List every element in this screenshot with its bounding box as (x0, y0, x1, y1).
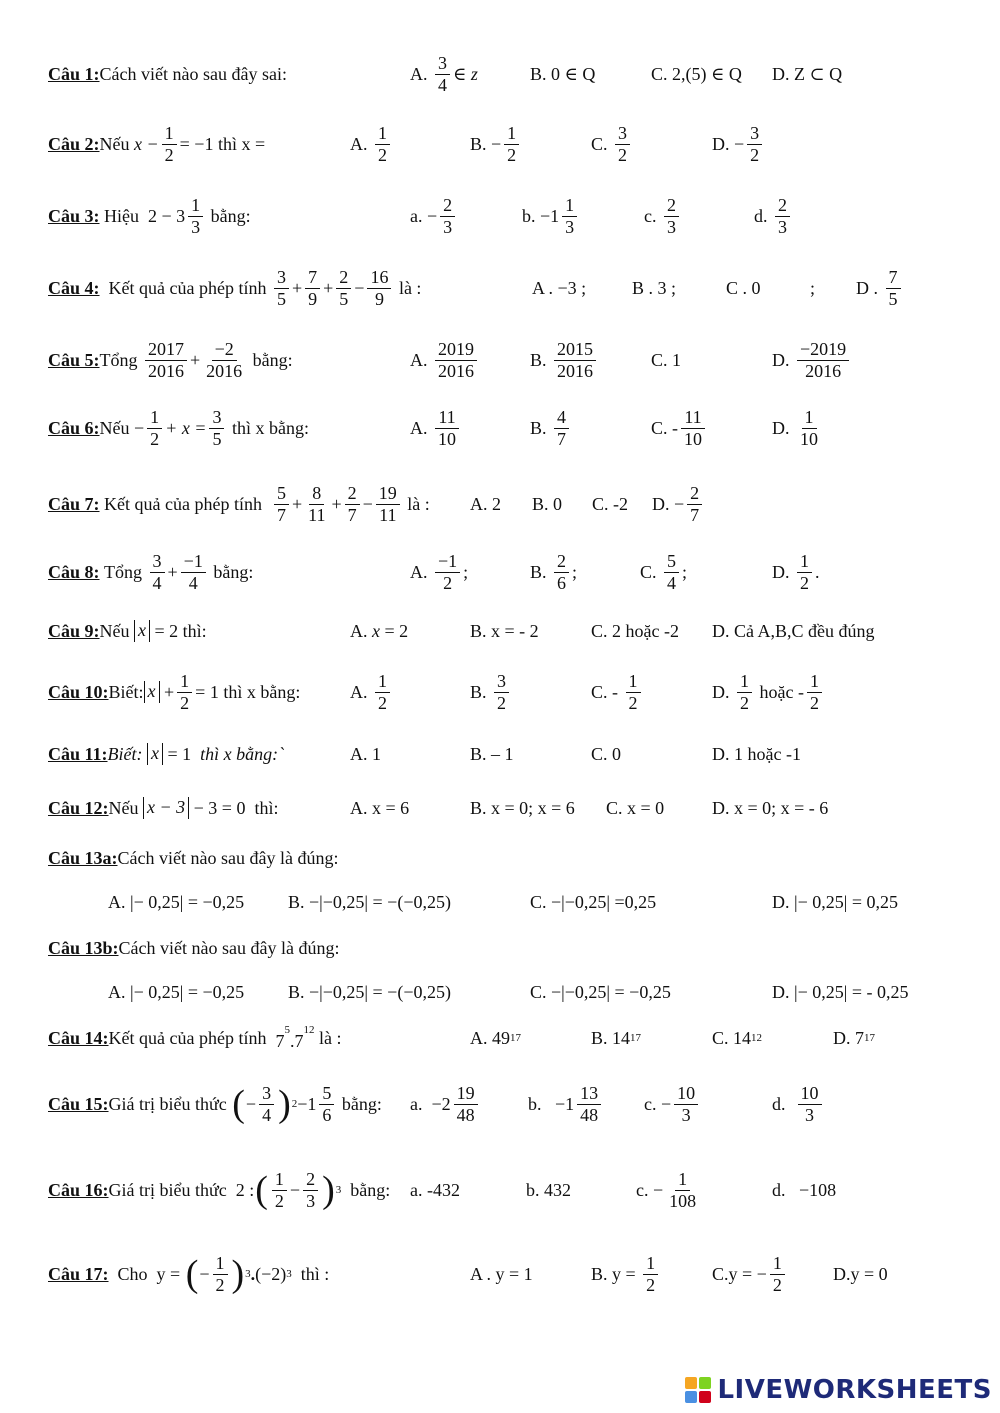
question-8: Câu 8: Tổng $\frac{3}{4}$ + $\frac{-1}{4}$ bằng: A. $\frac{-1}{2}$ ; B. $\frac{2}{6}$ ; C. $\frac{5}{4}$ ; D. $\frac{1}{2}$ . (48, 542, 980, 602)
answer-a[interactable]: A. |− 0,25| = −0,25 (108, 891, 245, 912)
answer-b[interactable]: B. $\frac{4}{7}$ (530, 398, 572, 458)
answer-c[interactable]: C.y = − $\frac{1}{2}$ (712, 1244, 788, 1304)
answer-d[interactable]: d. $\frac{2}{3}$ (754, 186, 793, 246)
answer-c[interactable]: C. −|−0,25| = −0,25 (530, 981, 671, 1002)
question-1 (48, 44, 980, 104)
answer-c[interactable]: C. 2,(5) ∈ Q (651, 63, 742, 84)
question-11: Câu 11: Biết: x = 1 thì x bằng:` A. 1 B. – 1 C. 0 D. 1 hoặc -1 (48, 724, 980, 784)
answer-d[interactable]: D. Cả A,B,C đều đúng (712, 620, 875, 641)
answer-d[interactable]: D. Z ⊂ Q (772, 63, 843, 84)
answer-b[interactable]: B. $\frac{2015}{2016}$ (530, 330, 599, 390)
liveworksheets-logo (685, 1375, 992, 1405)
logo-icon (685, 1377, 711, 1403)
answer-b[interactable]: B. – 1 (470, 743, 514, 764)
question-6: Câu 6: Nếu − $\frac{1}{2}$ + x = $\frac{3}{5}$ thì x bằng: A. $\frac{11}{10}$ B. $\frac{4}{7}$ C. - $\frac{11}{10}$ D. $\frac{1}{10}$ (48, 398, 980, 458)
answer-c[interactable]: c. $\frac{2}{3}$ (644, 186, 682, 246)
answer-b[interactable]: B. 0 ∈ Q (530, 63, 596, 84)
answer-b[interactable]: B . 3 ; (632, 277, 677, 298)
answer-a[interactable]: a. -432 (410, 1179, 460, 1200)
answer-b[interactable]: B. − $\frac{1}{2}$ (470, 114, 522, 174)
answer-d[interactable]: D. |− 0,25| = 0,25 (772, 891, 899, 912)
answer-b[interactable]: B. 0 (532, 493, 563, 514)
answer-d[interactable]: d. $\frac{10}{3}$ (772, 1074, 825, 1134)
answer-b[interactable]: b. −1 $\frac{13}{48}$ (528, 1074, 604, 1134)
answer-c[interactable]: C . 0 (726, 277, 761, 298)
answer-d[interactable]: D . $\frac{7}{5}$ (856, 258, 904, 318)
answer-a[interactable]: A . −3 ; (532, 277, 587, 298)
answer-c[interactable]: C. 2 hoặc -2 (591, 620, 679, 641)
question-14: Câu 14: Kết quả của phép tính $7^5.7^{12}$ là : A. 49 17 B. 14 17 C. 14 12 D. 7 17 (48, 1008, 980, 1068)
answer-b[interactable]: b. 432 (526, 1179, 571, 1200)
answer-a[interactable]: A. $\frac{11}{10}$ (410, 398, 462, 458)
question-label: Câu 2: (48, 133, 100, 154)
answer-a[interactable]: a. −2 $\frac{19}{48}$ (410, 1074, 481, 1134)
answer-d[interactable]: D. $\frac{1}{2}$ . (772, 550, 820, 593)
question-15: Câu 15: Giá trị biểu thức ( − $\frac{3}{4}$ ) 2 −1 $\frac{5}{6}$ bằng: a. −2 $\frac{19}{48}$ b. −1 $\frac{13}{48}$ c. − $\frac{10}{3}$ d. $\frac{10}{3}$ (48, 1074, 980, 1134)
question-13a: Câu 13a: Cách viết nào sau đây là đúng: (48, 847, 339, 868)
answer-d[interactable]: D. $\frac{-2019}{2016}$ (772, 330, 852, 390)
answer-c[interactable]: C. -2 (592, 493, 628, 514)
answer-a[interactable]: A. $\frac{2019}{2016}$ (410, 330, 480, 390)
answer-a[interactable]: A. x = 6 (350, 797, 410, 818)
answer-b[interactable]: B. x = 0; x = 6 (470, 797, 575, 818)
question-7: Câu 7: Kết quả của phép tính $\frac{5}{7}$ + $\frac{8}{11}$ + $\frac{2}{7}$ − $\frac{19}{11}$ là : A. 2 B. 0 C. -2 D. − $\frac{2}{7}$ (48, 474, 980, 534)
question-prompt: Cách viết nào sau đây sai: (99, 63, 287, 84)
answer-d[interactable]: D. $\frac{1}{2}$ hoặc - $\frac{1}{2}$ (712, 662, 825, 722)
answer-d[interactable]: D.y = 0 (833, 1263, 888, 1284)
question-label: Câu 1: (48, 63, 100, 84)
answer-d[interactable]: D. − $\frac{3}{2}$ (712, 114, 765, 174)
answer-d[interactable]: D. − $\frac{2}{7}$ (652, 474, 705, 534)
answer-a[interactable]: A. 49 17 (470, 1027, 521, 1048)
answer-c[interactable]: C. - $\frac{1}{2}$ (591, 662, 644, 722)
answer-d[interactable]: D. 1 hoặc -1 (712, 743, 801, 764)
answer-a[interactable]: A. |− 0,25| = −0,25 (108, 981, 245, 1002)
answer-b[interactable]: b. −1 $\frac{1}{3}$ (522, 186, 580, 246)
answer-d[interactable]: D. x = 0; x = - 6 (712, 797, 829, 818)
answer-c[interactable]: C. 0 (591, 743, 622, 764)
question-3: Câu 3: Hiệu 2 − 3 $\frac{1}{3}$ bằng: a. − $\frac{2}{3}$ b. −1 $\frac{1}{3}$ c. $\frac{2}{3}$ d. $\frac{2}{3}$ (48, 186, 980, 246)
answer-d[interactable]: d. −108 (772, 1179, 837, 1200)
question-17: Câu 17: Cho y = ( − $\frac{1}{2}$ ) 3 . (−2) 3 thì : A . y = 1 B. y = $\frac{1}{2}$ C.y = − $\frac{1}{2}$ D.y = 0 (48, 1244, 980, 1304)
answer-a[interactable]: A. $\frac{1}{2}$ (350, 114, 393, 174)
answer-c[interactable]: C. - $\frac{11}{10}$ (651, 398, 708, 458)
brand-name: LIVEWORKSHEETS (717, 1375, 992, 1405)
question-2: Câu 2: Nếu x − $\frac{1}{2}$ = −1 thì x = A. $\frac{1}{2}$ B. − $\frac{1}{2}$ C. $\frac{3}{2}$ D. − $\frac{3}{2}$ (48, 114, 980, 174)
answer-b[interactable]: B. −|−0,25| = −(−0,25) (288, 891, 451, 912)
question-5: Câu 5: Tổng $\frac{2017}{2016}$ + $\frac{-2}{2016}$ bằng: A. $\frac{2019}{2016}$ B. $\frac{2015}{2016}$ C. 1 D. $\frac{-2019}{2016}$ (48, 330, 980, 390)
question-9: Câu 9: Nếu x = 2 thì: A. x = 2 B. x = - 2 C. 2 hoặc -2 D. Cả A,B,C đều đúng (48, 601, 980, 661)
question-4: Câu 4: Kết quả của phép tính $\frac{3}{5}$ + $\frac{7}{9}$ + $\frac{2}{5}$ − $\frac{16}{9}$ là : A . −3 ; B . 3 ; C . 0 ; D . $\frac{7}{5}$ (48, 258, 980, 318)
answer-d[interactable]: D. 7 17 (833, 1027, 875, 1048)
answer-b[interactable]: B. y = $\frac{1}{2}$ (591, 1244, 661, 1304)
answer-a[interactable]: a. − $\frac{2}{3}$ (410, 186, 458, 246)
answer-c[interactable]: C. 14 12 (712, 1027, 763, 1048)
answer-b[interactable]: B. $\frac{2}{6}$ ; (530, 550, 578, 593)
answer-c[interactable]: C. $\frac{3}{2}$ (591, 114, 633, 174)
question-10: Câu 10: Biết: x + $\frac{1}{2}$ = 1 thì x bằng: A. $\frac{1}{2}$ B. $\frac{3}{2}$ C. - $\frac{1}{2}$ D. $\frac{1}{2}$ hoặc - $\frac{1}{2}$ (48, 662, 980, 722)
answer-b[interactable]: B. x = - 2 (470, 620, 539, 641)
answer-c[interactable]: C. 1 (651, 349, 682, 370)
question-12: Câu 12: Nếu x − 3 − 3 = 0 thì: A. x = 6 B. x = 0; x = 6 C. x = 0 D. x = 0; x = - 6 (48, 778, 980, 838)
answer-a[interactable]: A. 2 (470, 493, 501, 514)
answer-d[interactable]: D. |− 0,25| = - 0,25 (772, 981, 909, 1002)
answer-b[interactable]: B. 14 17 (591, 1027, 642, 1048)
answer-b[interactable]: B. −|−0,25| = −(−0,25) (288, 981, 451, 1002)
answer-a[interactable]: A. $\frac{-1}{2}$ ; (410, 550, 469, 593)
answer-b[interactable]: B. $\frac{3}{2}$ (470, 662, 512, 722)
question-16: Câu 16: Giá trị biểu thức 2 : ( $\frac{1}{2}$ − $\frac{2}{3}$ ) 3 bằng: a. -432 b. 432 c. − $\frac{1}{108}$ d. −108 (48, 1160, 980, 1220)
answer-c[interactable]: c. − $\frac{10}{3}$ (644, 1074, 701, 1134)
answer-c[interactable]: c. − $\frac{1}{108}$ (636, 1168, 697, 1211)
answer-c[interactable]: C. $\frac{5}{4}$ ; (640, 550, 688, 593)
answer-a[interactable]: A. $\frac{1}{2}$ (350, 662, 393, 722)
answer-d[interactable]: D. $\frac{1}{10}$ (772, 406, 818, 449)
answer-a[interactable]: A. $\frac{3}{4}$ ∈ z (410, 52, 478, 95)
answer-c[interactable]: C. −|−0,25| =0,25 (530, 891, 657, 912)
question-13b: Câu 13b: Cách viết nào sau đây là đúng: (48, 937, 340, 958)
answer-a[interactable]: A . y = 1 (470, 1263, 533, 1284)
answer-c[interactable]: C. x = 0 (606, 797, 665, 818)
answer-a[interactable]: A. 1 (350, 743, 381, 764)
answer-a[interactable]: A. x = 2 (350, 620, 409, 641)
